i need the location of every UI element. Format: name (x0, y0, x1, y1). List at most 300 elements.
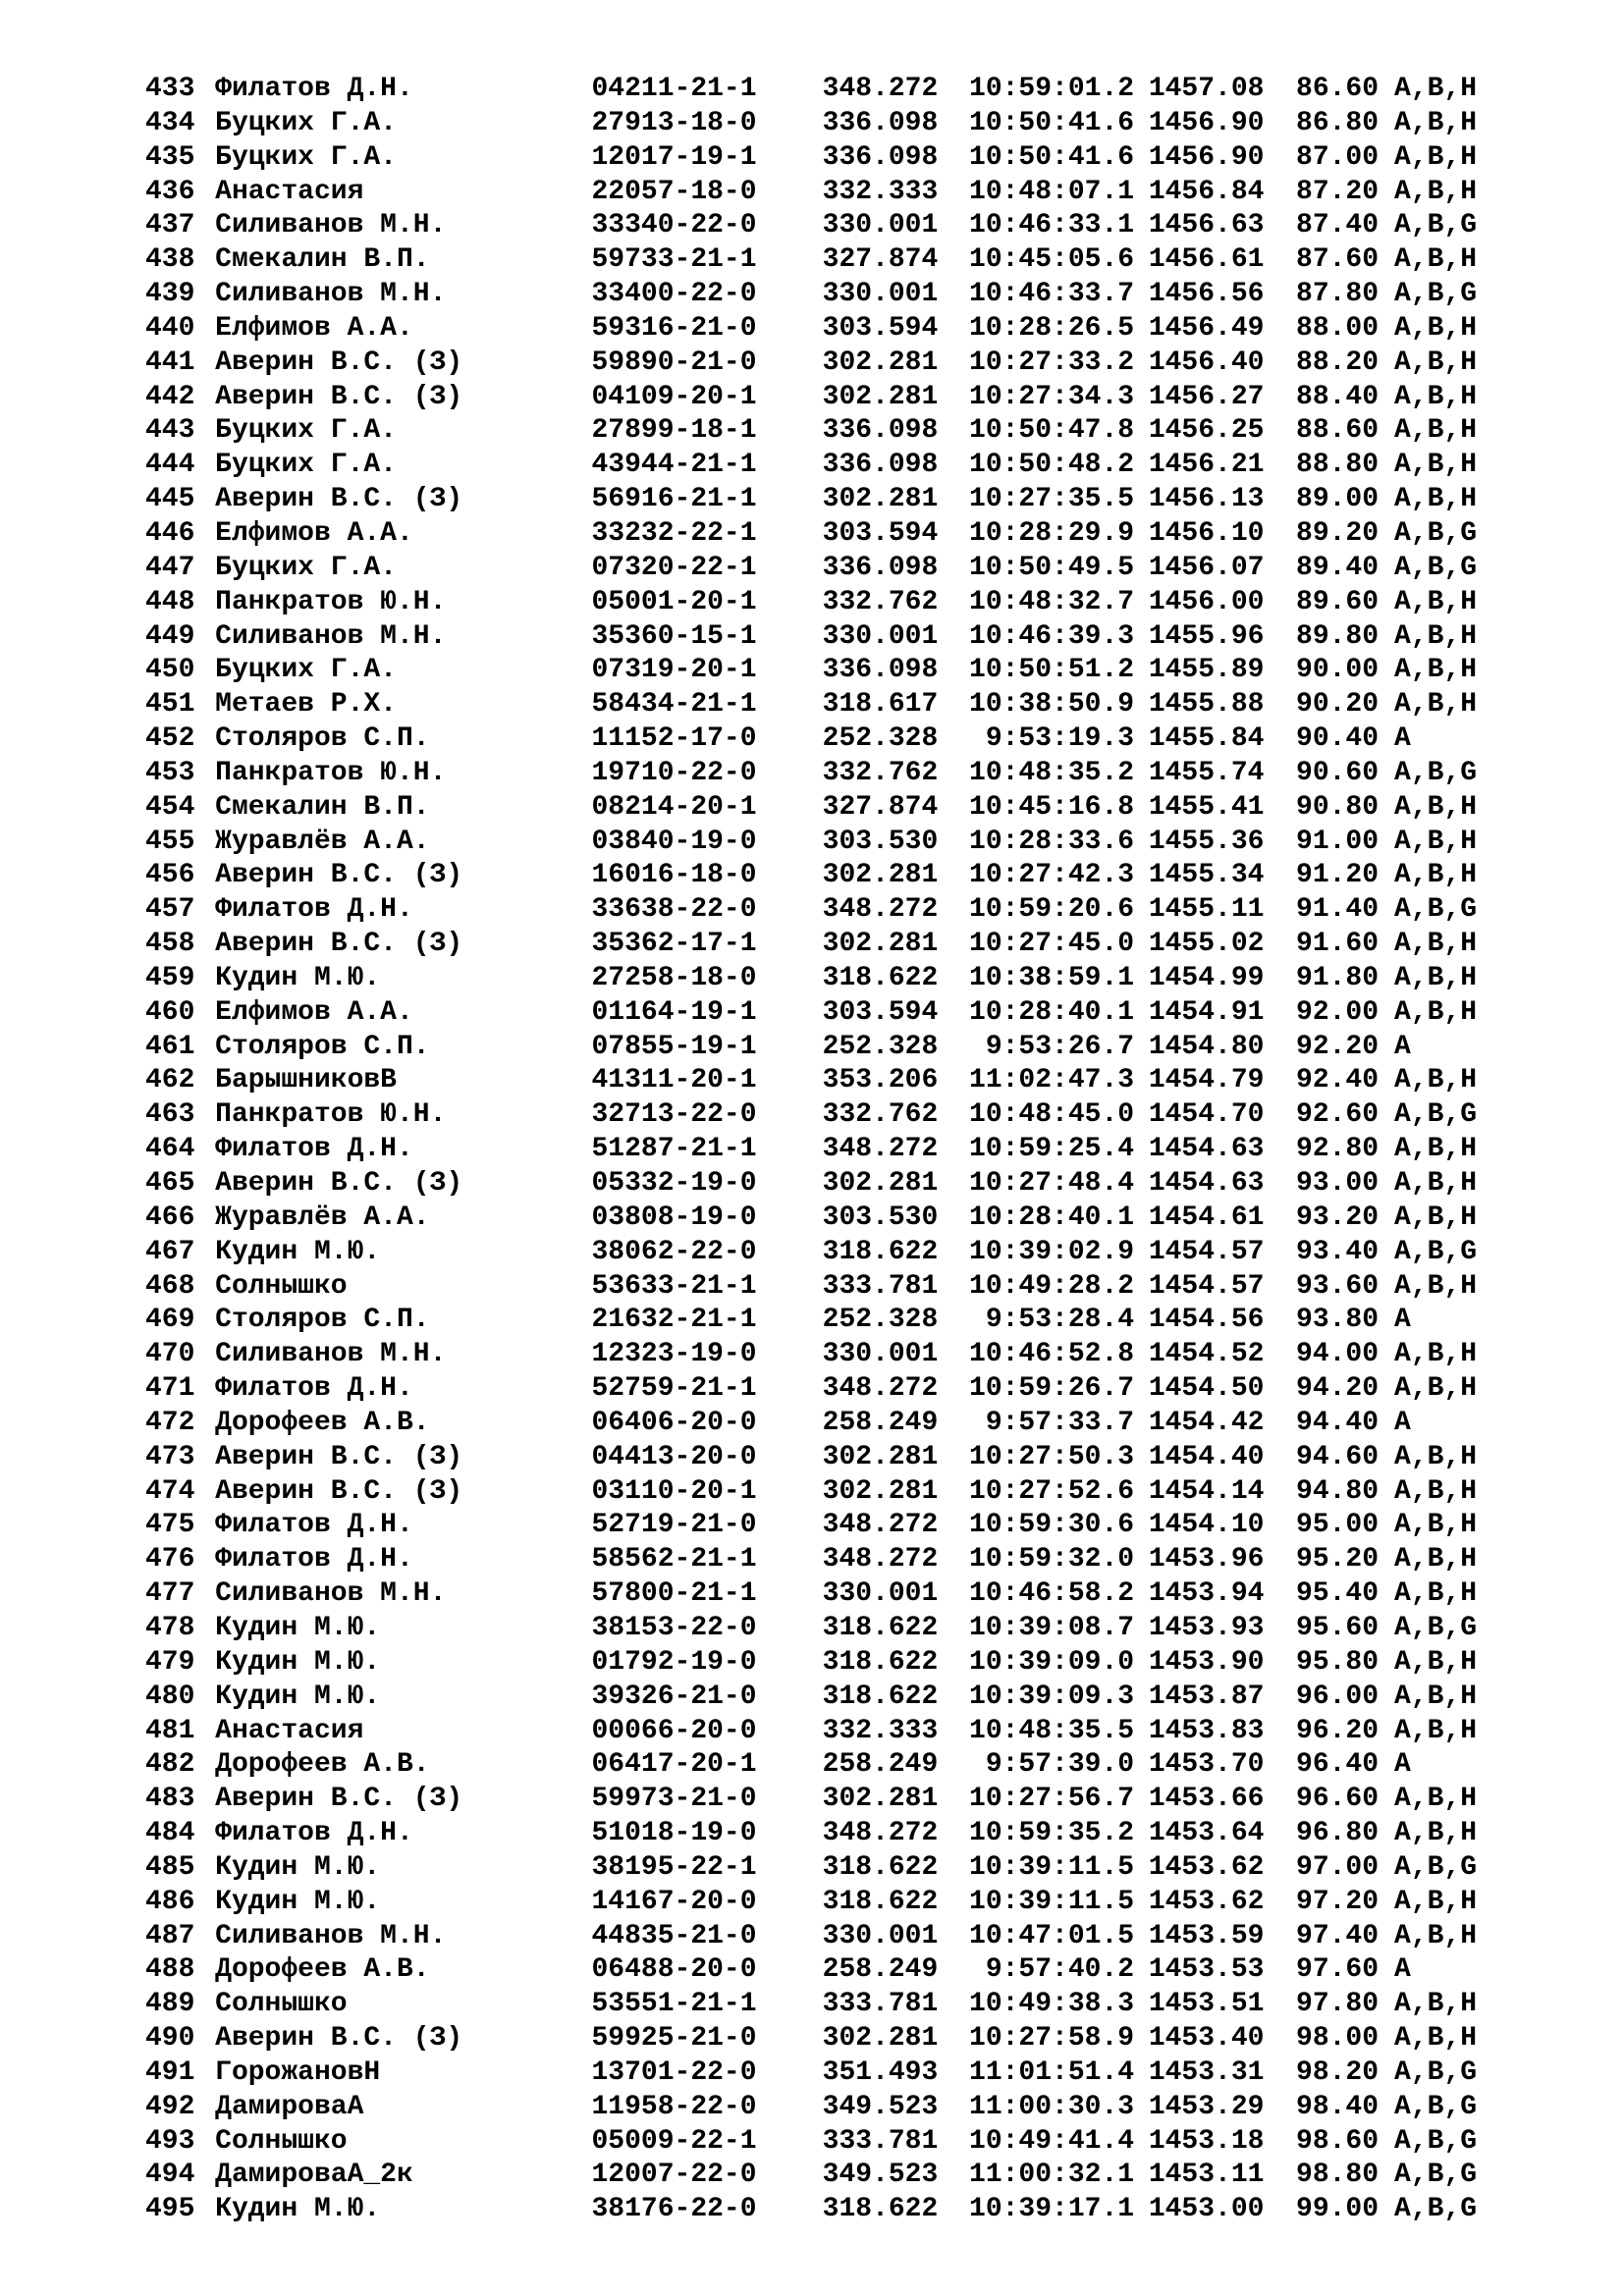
groups: A,B,G (1394, 517, 1478, 549)
groups: A,B,G (1394, 210, 1478, 241)
ring-number: 06488-20-0 (591, 1954, 757, 1986)
place-number: 481 (145, 1715, 195, 1746)
coefficient: 97.40 (1296, 1920, 1380, 1951)
speed: 1453.96 (1148, 1544, 1265, 1575)
coefficient: 87.20 (1296, 176, 1380, 207)
speed: 1454.50 (1148, 1373, 1265, 1405)
distance: 330.001 (822, 620, 939, 652)
place-number: 455 (145, 826, 195, 857)
speed: 1455.74 (1148, 757, 1265, 788)
table-row (145, 107, 1559, 141)
speed: 1454.57 (1148, 1236, 1265, 1267)
fancier-name: Солнышко (215, 1989, 348, 2020)
fancier-name: Журавлёв А.А. (215, 826, 430, 857)
coefficient: 93.80 (1296, 1305, 1380, 1336)
arrival-time: 11:01:51.4 (969, 2056, 1135, 2088)
speed: 1453.62 (1148, 1851, 1265, 1883)
arrival-time: 11:02:47.3 (969, 1065, 1135, 1096)
coefficient: 90.00 (1296, 655, 1380, 686)
place-number: 439 (145, 279, 195, 310)
coefficient: 94.20 (1296, 1373, 1380, 1405)
speed: 1454.14 (1148, 1475, 1265, 1507)
arrival-time: 10:46:58.2 (969, 1578, 1135, 1610)
ring-number: 11958-22-0 (591, 2091, 757, 2122)
ring-number: 19710-22-0 (591, 757, 757, 788)
groups: A,B,H (1394, 929, 1478, 960)
groups: A,B,H (1394, 826, 1478, 857)
speed: 1456.40 (1148, 347, 1265, 378)
distance: 303.594 (822, 312, 939, 344)
ring-number: 03110-20-1 (591, 1475, 757, 1507)
arrival-time: 10:50:51.2 (969, 655, 1135, 686)
table-row (145, 1372, 1559, 1407)
table-row (145, 757, 1559, 791)
fancier-name: Дорофеев А.В. (215, 1749, 430, 1781)
fancier-name: Кудин М.Ю. (215, 962, 381, 993)
arrival-time: 10:48:32.7 (969, 586, 1135, 617)
place-number: 465 (145, 1168, 195, 1199)
speed: 1456.84 (1148, 176, 1265, 207)
speed: 1456.27 (1148, 381, 1265, 412)
table-row (145, 654, 1559, 688)
place-number: 440 (145, 312, 195, 344)
distance: 351.493 (822, 2056, 939, 2088)
fancier-name: Аверин В.С. (З) (215, 381, 463, 412)
fancier-name: Аверин В.С. (З) (215, 1168, 463, 1199)
speed: 1454.63 (1148, 1134, 1265, 1165)
fancier-name: Силиванов М.Н. (215, 620, 447, 652)
table-row (145, 1236, 1559, 1270)
speed: 1456.49 (1148, 312, 1265, 344)
distance: 327.874 (822, 791, 939, 823)
fancier-name: Анастасия (215, 1715, 364, 1746)
ring-number: 03840-19-0 (591, 826, 757, 857)
place-number: 463 (145, 1099, 195, 1131)
ring-number: 14167-20-0 (591, 1886, 757, 1917)
table-row (145, 1817, 1559, 1851)
distance: 332.333 (822, 176, 939, 207)
groups: A,B,G (1394, 552, 1478, 583)
distance: 348.272 (822, 1818, 939, 1849)
place-number: 433 (145, 74, 195, 104)
fancier-name: Столяров С.П. (215, 1031, 430, 1062)
table-row (145, 1577, 1559, 1612)
fancier-name: Силиванов М.Н. (215, 1920, 447, 1951)
coefficient: 96.80 (1296, 1818, 1380, 1849)
ring-number: 51018-19-0 (591, 1818, 757, 1849)
table-row (145, 312, 1559, 347)
fancier-name: Филатов Д.Н. (215, 1510, 413, 1541)
groups: A (1394, 1749, 1411, 1781)
coefficient: 91.40 (1296, 894, 1380, 926)
groups: A,B,H (1394, 1989, 1478, 2020)
ring-number: 44835-21-0 (591, 1920, 757, 1951)
groups: A,B,H (1394, 1544, 1478, 1575)
table-row (145, 1783, 1559, 1817)
distance: 348.272 (822, 74, 939, 104)
arrival-time: 10:27:34.3 (969, 381, 1135, 412)
groups: A,B,H (1394, 860, 1478, 891)
place-number: 468 (145, 1270, 195, 1302)
arrival-time: 10:39:09.3 (969, 1681, 1135, 1712)
arrival-time: 10:28:29.9 (969, 517, 1135, 549)
groups: A,B,H (1394, 1886, 1478, 1917)
groups: A,B,H (1394, 1578, 1478, 1610)
table-row (145, 1715, 1559, 1749)
distance: 353.206 (822, 1065, 939, 1096)
coefficient: 96.00 (1296, 1681, 1380, 1712)
arrival-time: 9:53:28.4 (985, 1305, 1135, 1336)
speed: 1454.42 (1148, 1407, 1265, 1438)
distance: 348.272 (822, 1134, 939, 1165)
speed: 1453.93 (1148, 1612, 1265, 1643)
ring-number: 52759-21-1 (591, 1373, 757, 1405)
distance: 302.281 (822, 860, 939, 891)
distance: 336.098 (822, 107, 939, 138)
table-row (145, 278, 1559, 312)
groups: A,B,G (1394, 1851, 1478, 1883)
ring-number: 07320-22-1 (591, 552, 757, 583)
fancier-name: Панкратов Ю.Н. (215, 586, 447, 617)
arrival-time: 10:39:08.7 (969, 1612, 1135, 1643)
coefficient: 95.00 (1296, 1510, 1380, 1541)
arrival-time: 10:28:26.5 (969, 312, 1135, 344)
distance: 336.098 (822, 552, 939, 583)
distance: 336.098 (822, 655, 939, 686)
fancier-name: Аверин В.С. (З) (215, 484, 463, 515)
groups: A,B,G (1394, 2091, 1478, 2122)
speed: 1453.66 (1148, 1784, 1265, 1815)
table-row (145, 826, 1559, 860)
fancier-name: Панкратов Ю.Н. (215, 1099, 447, 1131)
ring-number: 53633-21-1 (591, 1270, 757, 1302)
arrival-time: 10:46:39.3 (969, 620, 1135, 652)
ring-number: 59890-21-0 (591, 347, 757, 378)
speed: 1454.52 (1148, 1339, 1265, 1370)
fancier-name: Кудин М.Ю. (215, 1236, 381, 1267)
groups: A,B,H (1394, 586, 1478, 617)
distance: 318.622 (822, 1681, 939, 1712)
groups: A (1394, 1954, 1411, 1986)
coefficient: 92.40 (1296, 1065, 1380, 1096)
fancier-name: Филатов Д.Н. (215, 74, 413, 104)
arrival-time: 10:49:38.3 (969, 1989, 1135, 2020)
fancier-name: Кудин М.Ю. (215, 1646, 381, 1678)
coefficient: 94.80 (1296, 1475, 1380, 1507)
coefficient: 91.60 (1296, 929, 1380, 960)
ring-number: 59733-21-1 (591, 244, 757, 276)
groups: A,B,H (1394, 141, 1478, 173)
arrival-time: 10:27:58.9 (969, 2023, 1135, 2055)
coefficient: 88.80 (1296, 450, 1380, 481)
groups: A,B,H (1394, 1201, 1478, 1233)
ring-number: 53551-21-1 (591, 1989, 757, 2020)
distance: 303.530 (822, 1201, 939, 1233)
ring-number: 27258-18-0 (591, 962, 757, 993)
table-row (145, 2022, 1559, 2056)
coefficient: 91.20 (1296, 860, 1380, 891)
speed: 1453.70 (1148, 1749, 1265, 1781)
groups: A,B,H (1394, 689, 1478, 721)
place-number: 485 (145, 1851, 195, 1883)
coefficient: 89.00 (1296, 484, 1380, 515)
place-number: 457 (145, 894, 195, 926)
place-number: 445 (145, 484, 195, 515)
place-number: 474 (145, 1475, 195, 1507)
place-number: 467 (145, 1236, 195, 1267)
table-row (145, 1509, 1559, 1543)
arrival-time: 10:50:41.6 (969, 107, 1135, 138)
place-number: 488 (145, 1954, 195, 1986)
groups: A (1394, 1031, 1411, 1062)
coefficient: 99.00 (1296, 2194, 1380, 2225)
speed: 1453.00 (1148, 2194, 1265, 2225)
place-number: 452 (145, 723, 195, 755)
arrival-time: 10:39:17.1 (969, 2194, 1135, 2225)
fancier-name: Филатов Д.Н. (215, 1373, 413, 1405)
place-number: 490 (145, 2023, 195, 2055)
speed: 1455.11 (1148, 894, 1265, 926)
speed: 1455.96 (1148, 620, 1265, 652)
place-number: 444 (145, 450, 195, 481)
fancier-name: Силиванов М.Н. (215, 210, 447, 241)
groups: A,B,G (1394, 1236, 1478, 1267)
arrival-time: 10:49:41.4 (969, 2125, 1135, 2157)
place-number: 476 (145, 1544, 195, 1575)
fancier-name: Буцких Г.А. (215, 450, 397, 481)
groups: A,B,G (1394, 2056, 1478, 2088)
table-row (145, 449, 1559, 483)
groups: A,B,G (1394, 757, 1478, 788)
groups: A,B,G (1394, 2194, 1478, 2225)
distance: 318.622 (822, 962, 939, 993)
groups: A,B,H (1394, 1270, 1478, 1302)
speed: 1453.90 (1148, 1646, 1265, 1678)
ring-number: 43944-21-1 (591, 450, 757, 481)
speed: 1456.21 (1148, 450, 1265, 481)
distance: 302.281 (822, 929, 939, 960)
table-row (145, 1304, 1559, 1338)
coefficient: 87.60 (1296, 244, 1380, 276)
place-number: 471 (145, 1373, 195, 1405)
arrival-time: 10:39:11.5 (969, 1886, 1135, 1917)
ring-number: 08214-20-1 (591, 791, 757, 823)
speed: 1456.00 (1148, 586, 1265, 617)
groups: A,B,G (1394, 2125, 1478, 2157)
speed: 1455.84 (1148, 723, 1265, 755)
groups: A (1394, 1305, 1411, 1336)
fancier-name: Кудин М.Ю. (215, 1886, 381, 1917)
arrival-time: 10:59:32.0 (969, 1544, 1135, 1575)
speed: 1454.79 (1148, 1065, 1265, 1096)
ring-number: 16016-18-0 (591, 860, 757, 891)
ring-number: 03808-19-0 (591, 1201, 757, 1233)
groups: A,B,H (1394, 655, 1478, 686)
arrival-time: 10:50:47.8 (969, 415, 1135, 447)
table-row (145, 2159, 1559, 2193)
fancier-name: Кудин М.Ю. (215, 1681, 381, 1712)
groups: A,B,G (1394, 279, 1478, 310)
distance: 303.530 (822, 826, 939, 857)
place-number: 434 (145, 107, 195, 138)
fancier-name: Елфимов А.А. (215, 996, 413, 1028)
place-number: 487 (145, 1920, 195, 1951)
groups: A,B,H (1394, 74, 1478, 104)
speed: 1454.56 (1148, 1305, 1265, 1336)
table-row (145, 893, 1559, 928)
coefficient: 95.60 (1296, 1612, 1380, 1643)
table-row (145, 859, 1559, 893)
place-number: 469 (145, 1305, 195, 1336)
table-row (145, 1064, 1559, 1098)
groups: A,B,H (1394, 1339, 1478, 1370)
distance: 252.328 (822, 723, 939, 755)
table-row (145, 1886, 1559, 1920)
arrival-time: 10:46:33.1 (969, 210, 1135, 241)
fancier-name: Солнышко (215, 1270, 348, 1302)
distance: 318.617 (822, 689, 939, 721)
distance: 252.328 (822, 1305, 939, 1336)
place-number: 466 (145, 1201, 195, 1233)
ring-number: 01164-19-1 (591, 996, 757, 1028)
coefficient: 95.80 (1296, 1646, 1380, 1678)
table-row (145, 176, 1559, 210)
arrival-time: 9:57:33.7 (985, 1407, 1135, 1438)
coefficient: 98.00 (1296, 2023, 1380, 2055)
table-row (145, 347, 1559, 381)
coefficient: 96.20 (1296, 1715, 1380, 1746)
ring-number: 33232-22-1 (591, 517, 757, 549)
speed: 1456.07 (1148, 552, 1265, 583)
place-number: 472 (145, 1407, 195, 1438)
arrival-time: 10:28:40.1 (969, 1201, 1135, 1233)
coefficient: 95.40 (1296, 1578, 1380, 1610)
arrival-time: 10:27:45.0 (969, 929, 1135, 960)
arrival-time: 10:28:40.1 (969, 996, 1135, 1028)
arrival-time: 10:50:41.6 (969, 141, 1135, 173)
fancier-name: Аверин В.С. (З) (215, 1784, 463, 1815)
ring-number: 05001-20-1 (591, 586, 757, 617)
ring-number: 05009-22-1 (591, 2125, 757, 2157)
coefficient: 87.40 (1296, 210, 1380, 241)
groups: A,B,H (1394, 1168, 1478, 1199)
groups: A,B,G (1394, 1099, 1478, 1131)
coefficient: 96.60 (1296, 1784, 1380, 1815)
speed: 1457.08 (1148, 74, 1265, 104)
groups: A,B,H (1394, 107, 1478, 138)
distance: 348.272 (822, 1544, 939, 1575)
groups: A,B,H (1394, 244, 1478, 276)
coefficient: 89.40 (1296, 552, 1380, 583)
table-row (145, 2056, 1559, 2091)
ring-number: 06417-20-1 (591, 1749, 757, 1781)
fancier-name: Буцких Г.А. (215, 141, 397, 173)
speed: 1453.29 (1148, 2091, 1265, 2122)
table-row (145, 1988, 1559, 2022)
arrival-time: 11:00:32.1 (969, 2160, 1135, 2191)
groups: A,B,H (1394, 1134, 1478, 1165)
distance: 336.098 (822, 415, 939, 447)
ring-number: 04413-20-0 (591, 1441, 757, 1472)
groups: A,B,H (1394, 791, 1478, 823)
coefficient: 88.40 (1296, 381, 1380, 412)
speed: 1454.70 (1148, 1099, 1265, 1131)
ring-number: 58562-21-1 (591, 1544, 757, 1575)
place-number: 477 (145, 1578, 195, 1610)
ring-number: 12017-19-1 (591, 141, 757, 173)
arrival-time: 9:57:40.2 (985, 1954, 1135, 1986)
groups: A,B,H (1394, 1646, 1478, 1678)
distance: 302.281 (822, 1475, 939, 1507)
table-row (145, 414, 1559, 449)
fancier-name: Буцких Г.А. (215, 107, 397, 138)
place-number: 475 (145, 1510, 195, 1541)
place-number: 436 (145, 176, 195, 207)
place-number: 441 (145, 347, 195, 378)
fancier-name: Кудин М.Ю. (215, 2194, 381, 2225)
fancier-name: Елфимов А.А. (215, 312, 413, 344)
place-number: 448 (145, 586, 195, 617)
ring-number: 33638-22-0 (591, 894, 757, 926)
arrival-time: 10:27:42.3 (969, 860, 1135, 891)
groups: A (1394, 1407, 1411, 1438)
coefficient: 93.40 (1296, 1236, 1380, 1267)
table-row (145, 791, 1559, 826)
coefficient: 86.80 (1296, 107, 1380, 138)
coefficient: 90.80 (1296, 791, 1380, 823)
table-row (145, 1851, 1559, 1886)
place-number: 486 (145, 1886, 195, 1917)
fancier-name: ДамироваА_2к (215, 2160, 413, 2191)
arrival-time: 10:59:01.2 (969, 74, 1135, 104)
arrival-time: 10:39:11.5 (969, 1851, 1135, 1883)
groups: A,B,H (1394, 620, 1478, 652)
ring-number: 12323-19-0 (591, 1339, 757, 1370)
distance: 303.594 (822, 517, 939, 549)
coefficient: 89.80 (1296, 620, 1380, 652)
place-number: 482 (145, 1749, 195, 1781)
table-row (145, 2091, 1559, 2125)
place-number: 460 (145, 996, 195, 1028)
fancier-name: Аверин В.С. (З) (215, 860, 463, 891)
speed: 1454.10 (1148, 1510, 1265, 1541)
table-row (145, 1920, 1559, 1954)
fancier-name: Кудин М.Ю. (215, 1851, 381, 1883)
coefficient: 97.60 (1296, 1954, 1380, 1986)
table-row (145, 517, 1559, 552)
fancier-name: Силиванов М.Н. (215, 279, 447, 310)
speed: 1454.99 (1148, 962, 1265, 993)
fancier-name: Буцких Г.А. (215, 552, 397, 583)
distance: 318.622 (822, 1851, 939, 1883)
table-row (145, 1441, 1559, 1475)
table-row (145, 1270, 1559, 1305)
ring-number: 33400-22-0 (591, 279, 757, 310)
groups: A,B,H (1394, 1784, 1478, 1815)
fancier-name: Буцких Г.А. (215, 655, 397, 686)
fancier-name: Аверин В.С. (З) (215, 1475, 463, 1507)
speed: 1454.61 (1148, 1201, 1265, 1233)
table-row (145, 586, 1559, 620)
groups: A,B,H (1394, 962, 1478, 993)
speed: 1453.51 (1148, 1989, 1265, 2020)
speed: 1454.80 (1148, 1031, 1265, 1062)
ring-number: 38195-22-1 (591, 1851, 757, 1883)
speed: 1453.59 (1148, 1920, 1265, 1951)
fancier-name: Панкратов Ю.Н. (215, 757, 447, 788)
speed: 1454.40 (1148, 1441, 1265, 1472)
groups: A,B,H (1394, 1441, 1478, 1472)
